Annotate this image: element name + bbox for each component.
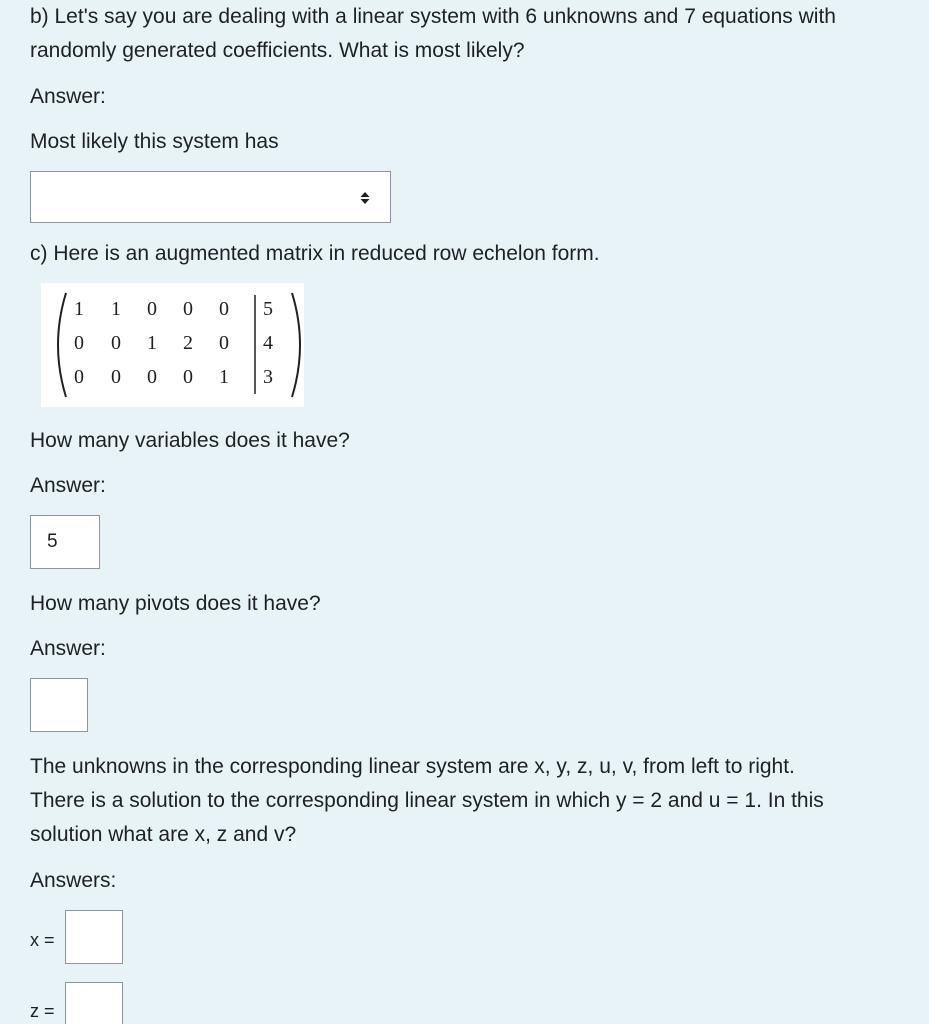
augmented-matrix [41,283,304,407]
right-paren [292,293,300,397]
variables-input[interactable]: 5 [30,515,100,569]
part-b-prompt: Most likely this system has [30,130,279,153]
part-b-answer-label: Answer: [30,85,106,108]
matrix-cell: 0 [147,366,157,388]
matrix-cell: 2 [183,332,193,354]
z-label: z = [30,1001,55,1021]
matrix-cell: 0 [111,332,121,354]
z-input[interactable] [65,982,123,1024]
left-paren [58,293,66,397]
matrix-cell: 0 [147,298,157,320]
matrix-cell: 0 [111,366,121,388]
answers-label: Answers: [30,869,117,892]
q-variables: How many variables does it have? [30,429,350,452]
part-c-intro: c) Here is an augmented matrix in reduced row echelon form. [30,242,600,265]
unknowns-line-3: solution what are x, z and v? [30,823,297,846]
matrix-cell: 1 [219,366,229,388]
pivots-input[interactable] [30,678,88,732]
matrix-cell: 5 [263,298,273,320]
x-label: x = [30,930,55,950]
part-b-question-line-1: b) Let's say you are dealing with a linear system with 6 unknowns and 7 equations with [30,5,836,28]
matrix-cell: 0 [219,298,229,320]
matrix-cell: 0 [183,298,193,320]
matrix-cell: 0 [74,332,84,354]
answer-label-pivots: Answer: [30,637,106,660]
matrix-cell: 1 [147,332,157,354]
solution-type-select[interactable] [30,171,391,223]
unknowns-line-2: There is a solution to the corresponding linear system in which y = 2 and u = 1. In this [30,789,824,812]
matrix-cell: 3 [263,366,273,388]
matrix-cell: 4 [263,332,273,354]
up-down-chevron-icon [360,190,370,206]
q-pivots: How many pivots does it have? [30,592,321,615]
matrix-cell: 0 [183,366,193,388]
matrix-cell: 0 [219,332,229,354]
part-b-question-line-2: randomly generated coefficients. What is most likely? [30,39,525,62]
matrix-cell: 1 [74,298,84,320]
unknowns-line-1: The unknowns in the corresponding linear system are x, y, z, u, v, from left to right. [30,755,795,778]
x-input[interactable] [65,910,123,964]
answer-label-variables: Answer: [30,474,106,497]
matrix-cell: 0 [74,366,84,388]
matrix-cell: 1 [111,298,121,320]
